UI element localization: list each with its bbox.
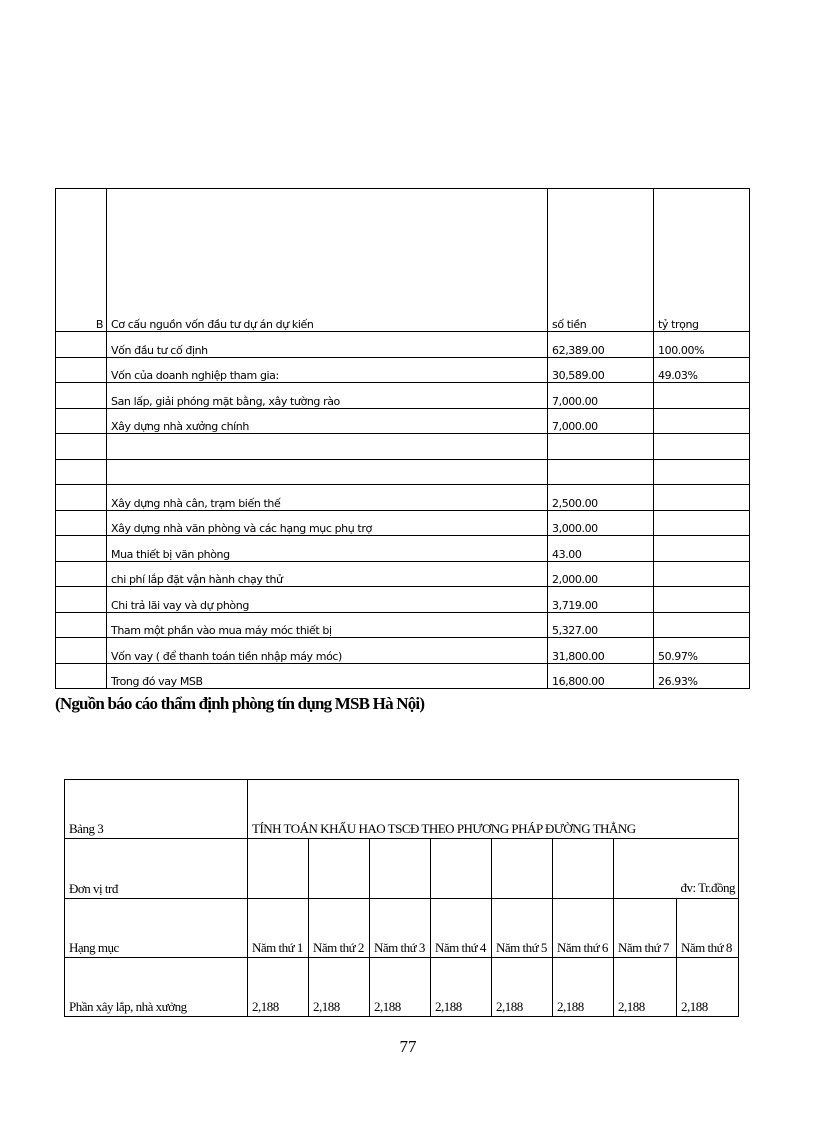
row-amount: 7,000.00	[548, 408, 654, 434]
table-row	[56, 663, 750, 689]
empty-cell	[370, 839, 431, 899]
row-label	[107, 459, 548, 485]
table-row	[56, 536, 750, 562]
row-amount: 31,800.00	[548, 638, 654, 664]
row-code	[56, 510, 107, 536]
row-label: Xây dựng nhà cân, trạm biến thế	[107, 485, 548, 511]
year-value: 2,188	[370, 958, 431, 1017]
table-title-row	[65, 780, 739, 839]
table-row	[65, 958, 739, 1017]
row-label: Trong đó vay MSB	[107, 663, 548, 689]
row-code	[56, 459, 107, 485]
ratio-header: tỷ trọng	[654, 189, 750, 332]
table-row	[56, 357, 750, 383]
item-header: Hạng mục	[65, 899, 248, 958]
year-header: Năm thứ 6	[553, 899, 614, 958]
row-amount: 2,000.00	[548, 561, 654, 587]
year-value: 2,188	[431, 958, 492, 1017]
row-ratio: 100.00%	[654, 332, 750, 358]
row-amount: 5,327.00	[548, 612, 654, 638]
row-amount: 30,589.00	[548, 357, 654, 383]
row-ratio	[654, 587, 750, 613]
row-label	[107, 434, 548, 460]
row-amount	[548, 459, 654, 485]
section-title: Cơ cấu nguồn vốn đầu tư dự án dự kiến	[107, 189, 548, 332]
row-ratio	[654, 383, 750, 409]
year-value: 2,188	[677, 958, 739, 1017]
row-ratio	[654, 561, 750, 587]
row-label: Xây dựng nhà xưởng chính	[107, 408, 548, 434]
table-header-row	[56, 189, 750, 332]
row-label: Vốn đầu tư cố định	[107, 332, 548, 358]
row-label: chi phí lắp đặt vận hành chạy thử	[107, 561, 548, 587]
depreciation-table	[64, 779, 739, 1017]
row-code	[56, 638, 107, 664]
row-ratio: 26.93%	[654, 663, 750, 689]
amount-header: số tiền	[548, 189, 654, 332]
year-header: Năm thứ 3	[370, 899, 431, 958]
row-label: Xây dựng nhà văn phòng và các hạng mục phụ trợ	[107, 510, 548, 536]
row-code	[56, 357, 107, 383]
table-row	[56, 459, 750, 485]
row-amount: 62,389.00	[548, 332, 654, 358]
table-label: Bảng 3	[65, 780, 248, 839]
table-title: TÍNH TOÁN KHẤU HAO TSCĐ THEO PHƯƠNG PHÁP ĐƯỜNG THẲNG	[248, 780, 739, 839]
row-ratio: 49.03%	[654, 357, 750, 383]
row-ratio	[654, 612, 750, 638]
table-row	[56, 638, 750, 664]
year-value: 2,188	[492, 958, 553, 1017]
capital-structure-table	[55, 188, 750, 689]
table-row	[56, 612, 750, 638]
unit-short: đv: Tr.đồng	[677, 839, 739, 899]
years-header-row	[65, 899, 739, 958]
row-ratio	[654, 434, 750, 460]
row-amount	[548, 434, 654, 460]
table-row	[56, 383, 750, 409]
row-code	[56, 536, 107, 562]
row-ratio: 50.97%	[654, 638, 750, 664]
row-ratio	[654, 536, 750, 562]
table-row	[56, 561, 750, 587]
row-ratio	[654, 408, 750, 434]
table-row	[56, 510, 750, 536]
year-header: Năm thứ 5	[492, 899, 553, 958]
row-label: Chi trả lãi vay và dự phòng	[107, 587, 548, 613]
empty-cell	[248, 839, 309, 899]
year-value: 2,188	[614, 958, 677, 1017]
row-code	[56, 434, 107, 460]
row-label: Phần xây lắp, nhà xưởng	[65, 958, 248, 1017]
empty-cell	[614, 839, 677, 899]
row-code	[56, 485, 107, 511]
row-label: Tham một phần vào mua máy móc thiết bị	[107, 612, 548, 638]
row-ratio	[654, 485, 750, 511]
year-header: Năm thứ 2	[309, 899, 370, 958]
table-row	[56, 332, 750, 358]
year-header: Năm thứ 7	[614, 899, 677, 958]
table-row	[56, 434, 750, 460]
row-code	[56, 612, 107, 638]
row-label: Vốn của doanh nghiệp tham gia:	[107, 357, 548, 383]
page-number: 77	[399, 1037, 417, 1056]
year-value: 2,188	[309, 958, 370, 1017]
table-row	[56, 485, 750, 511]
empty-cell	[309, 839, 370, 899]
row-amount: 3,719.00	[548, 587, 654, 613]
row-amount: 16,800.00	[548, 663, 654, 689]
row-code	[56, 587, 107, 613]
row-code	[56, 561, 107, 587]
row-label: Mua thiết bị văn phòng	[107, 536, 548, 562]
row-amount: 43.00	[548, 536, 654, 562]
row-amount: 2,500.00	[548, 485, 654, 511]
row-label: Vốn vay ( để thanh toán tiền nhập máy móc)	[107, 638, 548, 664]
year-value: 2,188	[553, 958, 614, 1017]
year-header: Năm thứ 1	[248, 899, 309, 958]
year-value: 2,188	[248, 958, 309, 1017]
unit-row	[65, 839, 739, 899]
row-code	[56, 383, 107, 409]
year-header: Năm thứ 8	[677, 899, 739, 958]
empty-cell	[431, 839, 492, 899]
row-code	[56, 408, 107, 434]
table-row	[56, 587, 750, 613]
row-ratio	[654, 510, 750, 536]
row-code	[56, 663, 107, 689]
year-header: Năm thứ 4	[431, 899, 492, 958]
row-label: San lấp, giải phóng mặt bằng, xây tường rào	[107, 383, 548, 409]
section-code: B	[56, 189, 107, 332]
source-note: (Nguồn báo cáo thẩm định phòng tín dụng MSB Hà Nội)	[55, 694, 425, 713]
empty-cell	[492, 839, 553, 899]
table-row	[56, 408, 750, 434]
row-amount: 3,000.00	[548, 510, 654, 536]
row-code	[56, 332, 107, 358]
empty-cell	[553, 839, 614, 899]
row-ratio	[654, 459, 750, 485]
row-amount: 7,000.00	[548, 383, 654, 409]
unit-label: Đơn vị trđ	[65, 839, 248, 899]
